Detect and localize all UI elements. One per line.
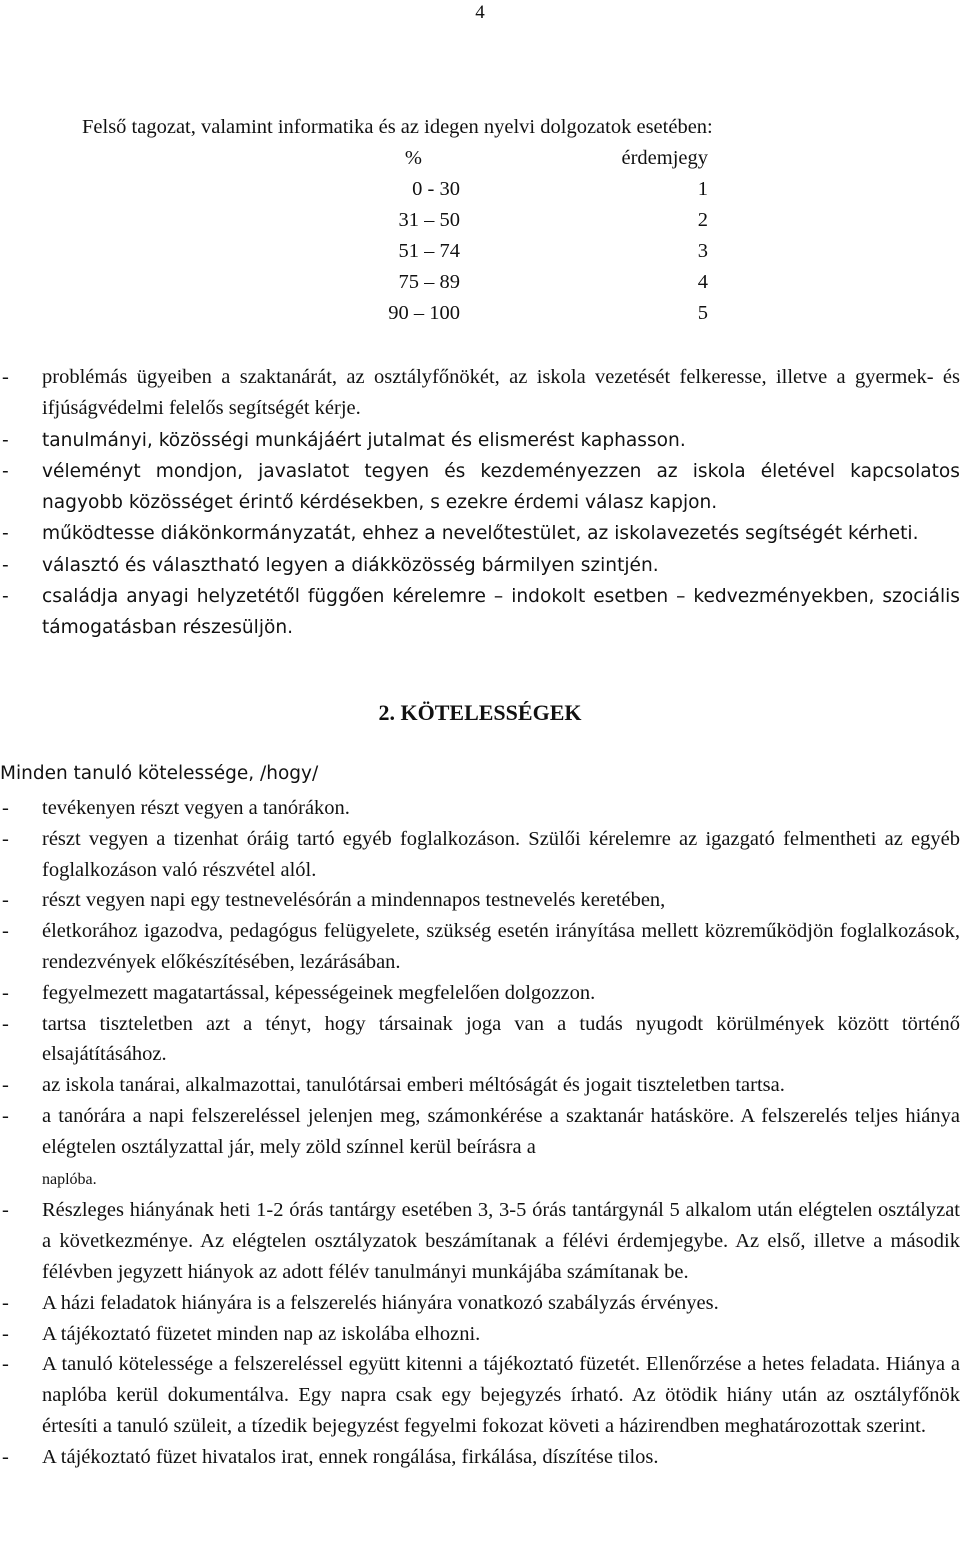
list-item-text: problémás ügyeiben a szaktanárát, az osztályfőnökét, az iskola vezetését felkeresse, illetve a gyermek- és ifjúságvédelmi felelős segítségét kérje. (42, 366, 960, 420)
list-item (0, 581, 960, 644)
list-item (0, 916, 960, 978)
grade-row (300, 205, 740, 236)
grade-value: 4 (697, 271, 708, 293)
list-item (0, 456, 960, 519)
grade-value: 1 (697, 178, 708, 200)
grade-header: érdemjegy (621, 147, 708, 169)
duties-intro: Minden tanuló kötelessége, /hogy/ (0, 763, 319, 784)
list-item (0, 978, 960, 1009)
list-item-text: választó és választható legyen a diákközösség bármilyen szintjén. (42, 554, 659, 576)
list-item-text: az iskola tanárai, alkalmazottai, tanulótársai emberi méltóságát és jogait tiszteletben tartsa. (42, 1074, 785, 1097)
list-item-text: A tájékoztató füzet hivatalos irat, ennek rongálása, firkálása, díszítése tilos. (42, 1445, 659, 1468)
bullet-dash: - (2, 1445, 9, 1468)
bullet-dash: - (2, 1199, 9, 1222)
section-heading: 2. KÖTELESSÉGEK (378, 700, 582, 725)
list-item-text: fegyelmezett magatartással, képességeinek megfelelően dolgozzon. (42, 981, 596, 1004)
bullet-dash: - (2, 1104, 9, 1127)
bullet-dash: - (2, 1291, 9, 1314)
list-item-text: tanulmányi, közösségi munkájáért jutalmat és elismerést kaphasson. (42, 429, 686, 451)
list-item (0, 425, 960, 456)
grade-row (300, 267, 740, 298)
list-item-text: A házi feladatok hiányára is a felszerelés hiányára vonatkozó szabályzás érvényes. (42, 1291, 719, 1314)
bullet-dash: - (2, 460, 9, 482)
percent-header: % (404, 147, 422, 169)
list-item (0, 1195, 960, 1287)
list-item (0, 824, 960, 886)
grade-value: 2 (697, 209, 708, 231)
percent-range: 31 – 50 (398, 209, 460, 231)
bullet-dash: - (2, 981, 9, 1004)
list-item (0, 1009, 960, 1071)
list-item (0, 1288, 960, 1319)
bullet-dash: - (2, 1322, 9, 1345)
bullet-dash: - (2, 1012, 9, 1035)
list-item-text: A tájékoztató füzetet minden nap az iskolába elhozni. (42, 1322, 481, 1345)
bullet-dash: - (2, 889, 9, 912)
grade-value: 3 (697, 240, 708, 262)
list-item-text: családja anyagi helyzetétől függően kérelemre – indokolt esetben – kedvezményekben, szociális támogatásban részesüljön. (42, 586, 960, 639)
list-item-text: részt vegyen a tizenhat óráig tartó egyéb foglalkozáson. Szülői kérelemre az igazgató felmentheti az egyéb foglalkozáson való részvétel alól. (42, 827, 960, 881)
list-item-text: tevékenyen részt vegyen a tanórákon. (42, 797, 350, 819)
percent-range: 75 – 89 (398, 271, 460, 293)
percent-range: 90 – 100 (388, 302, 460, 324)
list-item (0, 1349, 960, 1441)
grade-row (300, 236, 740, 267)
grade-table-header (300, 143, 740, 174)
list-item (0, 885, 960, 916)
list-item-text: életkorához igazodva, pedagógus felügyelete, szükség esetén irányítása mellett közreműködjön foglalkozások, rendezvények előkészítésében, lezárásában. (42, 920, 960, 973)
list-item (0, 518, 960, 549)
list-item (0, 362, 960, 425)
bullet-dash: - (2, 586, 9, 608)
bullet-dash: - (2, 920, 9, 943)
list-item-text: Részleges hiányának heti 1-2 órás tantárgy esetében 3, 3-5 órás tantárgynál 5 alkalom után elégtelen osztályzat a következménye. Az elégtelen osztályzatok beszámítanak a félévi érdemjegybe. Az első, illetve a második félévben jegyzett hiányok az adott félév tanulmányi munkájába számítanak be. (42, 1199, 960, 1283)
bullet-dash: - (2, 523, 9, 545)
bullet-dash: - (2, 1074, 9, 1097)
list-item (0, 1319, 960, 1350)
list-item (0, 793, 960, 824)
list-item (0, 1442, 960, 1473)
rights-list (0, 362, 960, 644)
bullet-dash: - (2, 1353, 9, 1376)
percent-range: 51 – 74 (398, 240, 460, 262)
percent-range: 0 - 30 (412, 178, 460, 200)
list-item-text: részt vegyen napi egy testnevelésórán a mindennapos testnevelés keretében, (42, 889, 666, 912)
bullet-dash: - (2, 827, 9, 850)
grading-intro: Felső tagozat, valamint informatika és az idegen nyelvi dolgozatok esetében: (82, 116, 713, 138)
duties-list (0, 793, 960, 1473)
list-item-text: működtesse diákönkormányzatát, ehhez a nevelőtestület, az iskolavezetés segítségét kérheti. (42, 523, 919, 545)
list-item-text: tartsa tiszteletben azt a tényt, hogy társainak joga van a tudás nyugodt körülmények között történő elsajátításához. (42, 1012, 960, 1066)
bullet-dash: - (2, 366, 9, 388)
grade-row (300, 298, 740, 329)
list-item-text: véleményt mondjon, javaslatot tegyen és kezdeményezzen az iskola életével kapcsolatos nagyobb közösséget érintő kérdésekben, s ezekre érdemi válasz kapjon. (42, 460, 960, 514)
naplo-word: naplóba. (42, 1170, 97, 1188)
list-item-text: A tanuló kötelessége a felszereléssel együtt kitenni a tájékoztató füzetét. Ellenőrzése a hetes feladata. Hiánya a naplóba kerül dokumentálva. Egy napra csak egy bejegyzés írható. Az ötödik hiány után az osztályfőnök értesíti a tanuló szüleit, a tízedik bejegyzést fegyelmi fokozat követi a házirendben meghatározottak szerint. (42, 1353, 960, 1437)
list-item (0, 1070, 960, 1101)
bullet-dash: - (2, 554, 9, 576)
list-item-text: a tanórára a napi felszereléssel jelenjen meg, számonkérése a szaktanár hatásköre. A felszerelés teljes hiánya elégtelen osztályzattal jár, mely zöld színnel kerül beírásra a (42, 1104, 960, 1158)
bullet-dash: - (2, 429, 9, 451)
grade-value: 5 (697, 302, 708, 324)
list-item (0, 1101, 960, 1195)
page-number: 4 (475, 2, 485, 23)
grade-table (300, 143, 740, 329)
list-item (0, 550, 960, 581)
bullet-dash: - (2, 797, 9, 819)
grade-row (300, 174, 740, 205)
